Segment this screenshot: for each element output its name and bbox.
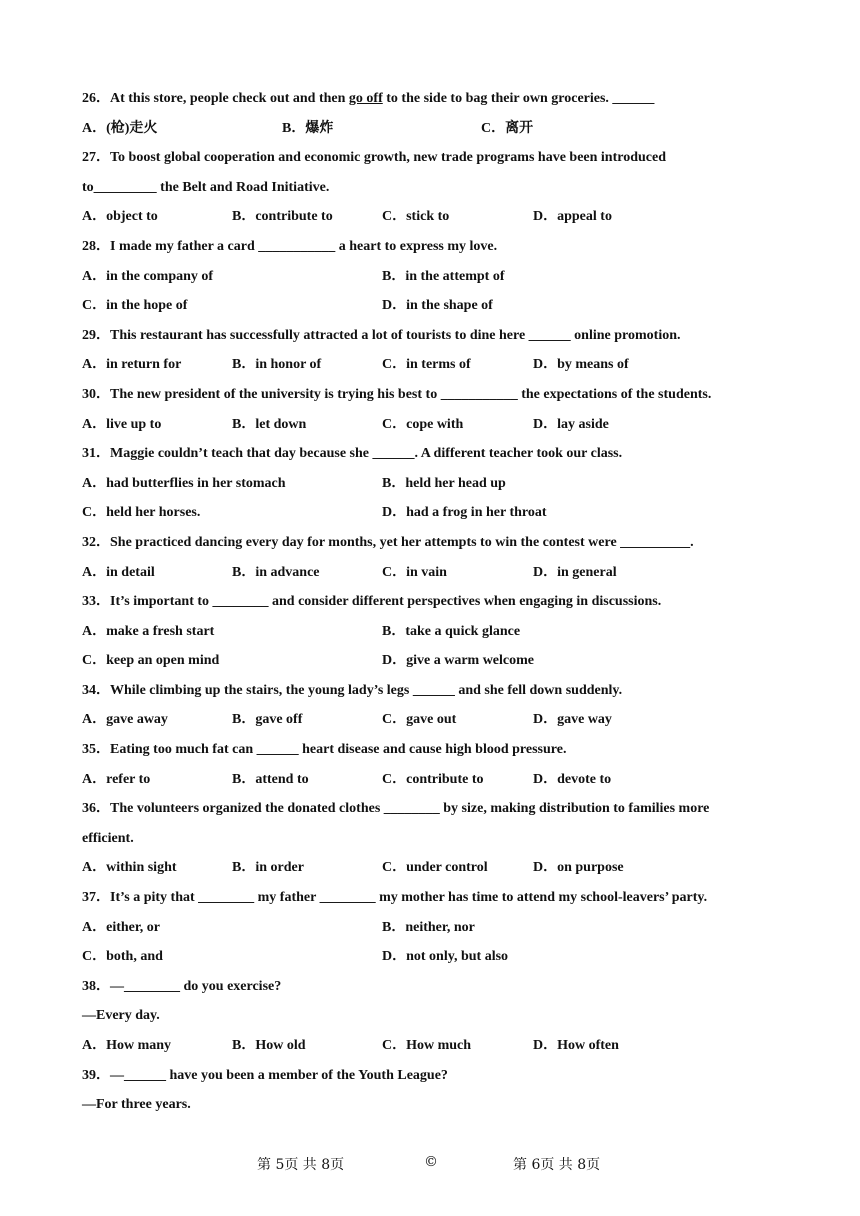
question-32-options: [82, 558, 782, 588]
option-b: B．in order: [232, 860, 304, 876]
option-b: B．take a quick glance: [382, 623, 521, 639]
option-a: A．object to: [82, 209, 158, 225]
option-c: C．How much: [382, 1038, 472, 1053]
question-37-options-row1: [82, 913, 782, 943]
question-36-options: [82, 853, 782, 883]
option-c: C．under control: [382, 860, 488, 876]
option-b: B．How old: [232, 1038, 306, 1053]
option-a: A．refer to: [82, 771, 151, 787]
option-d: D．in the shape of: [382, 298, 493, 314]
stem-text: to the side to bag their own groceries. ______: [382, 91, 655, 106]
option-c: C．cope with: [382, 416, 464, 432]
stem-text: 26．At this store, people check out and then: [82, 91, 349, 106]
question-28-options-row1: [82, 262, 782, 292]
option-d: D．lay aside: [533, 416, 609, 432]
question-29-options: [82, 350, 782, 380]
option-b: B．let down: [232, 416, 307, 432]
page-footer: [0, 1148, 860, 1178]
copyright-symbol: ©: [424, 1154, 438, 1170]
question-32-stem: 32．She practiced dancing every day for months, yet her attempts to win the contest were __________.: [82, 534, 694, 550]
option-d: D．How often: [533, 1038, 619, 1053]
question-33-options-row2: [82, 646, 782, 676]
option-c: C．in terms of: [382, 357, 471, 373]
option-a: A．in detail: [82, 564, 155, 580]
option-a: A．either, or: [82, 919, 161, 935]
option-d: D．give a warm welcome: [382, 653, 535, 669]
question-37-stem: 37．It’s a pity that ________ my father ________ my mother has time to attend my school-leavers’ party.: [82, 890, 708, 906]
question-31-options-row1: [82, 469, 782, 499]
option-c: C．held her horses.: [82, 505, 201, 521]
question-26-stem: [82, 84, 782, 114]
option-b: B．爆炸: [282, 120, 334, 136]
question-33-options-row1: [82, 617, 782, 647]
question-31-options-row2: [82, 498, 782, 528]
question-37-options-row2: [82, 942, 782, 972]
option-b: B．held her head up: [382, 475, 506, 491]
option-d: D．on purpose: [533, 860, 624, 876]
question-34-options: [82, 705, 782, 735]
question-list: [82, 84, 782, 1120]
option-b: B．in the attempt of: [382, 268, 505, 284]
option-c: C．contribute to: [382, 771, 484, 787]
option-d: D．by means of: [533, 357, 629, 373]
page-number-left: 第 5页 共 8页: [257, 1157, 345, 1173]
question-36-stem: 36．The volunteers organized the donated clothes ________ by size, making distribution to families more: [82, 801, 710, 817]
question-28-stem: 28．I made my father a card ___________ a heart to express my love.: [82, 238, 498, 254]
option-a: A．live up to: [82, 416, 162, 432]
question-27-stem-continued: to_________ the Belt and Road Initiative.: [82, 179, 330, 195]
question-38-stem: 38．—________ do you exercise?: [82, 978, 282, 994]
question-33-stem: 33．It’s important to ________ and consider different perspectives when engaging in discussions.: [82, 594, 662, 610]
question-39-stem: 39．—______ have you been a member of the Youth League?: [82, 1067, 448, 1083]
option-b: B．in honor of: [232, 357, 322, 373]
question-28-options-row2: [82, 291, 782, 321]
question-35-stem: 35．Eating too much fat can ______ heart disease and cause high blood pressure.: [82, 742, 567, 758]
question-38-options: [82, 1031, 782, 1061]
option-c: C．in vain: [382, 564, 447, 580]
option-a: A．How many: [82, 1038, 172, 1053]
question-27-stem: 27．To boost global cooperation and economic growth, new trade programs have been introduced: [82, 150, 666, 166]
option-a: A．in return for: [82, 357, 182, 373]
question-36-stem-continued: efficient.: [82, 830, 134, 846]
option-b: B．contribute to: [232, 209, 333, 225]
question-30-stem: 30．The new president of the university is trying his best to ___________ the expectations of the students.: [82, 386, 712, 402]
question-31-stem: 31．Maggie couldn’t teach that day because she ______. A different teacher took our class.: [82, 446, 623, 462]
option-b: B．in advance: [232, 564, 320, 580]
underlined-phrase: go off: [348, 91, 383, 106]
option-c: C．keep an open mind: [82, 653, 220, 669]
question-29-stem: 29．This restaurant has successfully attracted a lot of tourists to dine here ______ online promotion.: [82, 327, 681, 343]
page-number-right: 第 6页 共 8页: [513, 1157, 601, 1173]
option-d: D．had a frog in her throat: [382, 505, 547, 521]
question-39-dialogue-reply: —For three years.: [82, 1097, 191, 1113]
option-d: D．gave way: [533, 712, 612, 728]
option-b: B．gave off: [232, 712, 303, 728]
question-38-dialogue-reply: —Every day.: [82, 1008, 160, 1024]
question-27-options: [82, 202, 782, 232]
option-a: A．gave away: [82, 712, 168, 728]
option-b: B．neither, nor: [382, 919, 475, 935]
option-a: A．(枪)走火: [82, 120, 158, 136]
question-34-stem: 34．While climbing up the stairs, the young lady’s legs ______ and she fell down suddenly.: [82, 682, 623, 698]
option-c: C．gave out: [382, 712, 457, 728]
option-d: D．appeal to: [533, 209, 612, 225]
question-30-options: [82, 410, 782, 440]
option-a: A．had butterflies in her stomach: [82, 475, 286, 491]
question-35-options: [82, 765, 782, 795]
option-d: D．in general: [533, 564, 617, 580]
option-d: D．devote to: [533, 771, 612, 787]
option-a: A．in the company of: [82, 268, 214, 284]
option-a: A．within sight: [82, 860, 177, 876]
option-a: A．make a fresh start: [82, 623, 215, 639]
question-26-options: [82, 114, 782, 144]
option-d: D．not only, but also: [382, 949, 509, 965]
option-c: C．in the hope of: [82, 298, 188, 314]
option-c: C．离开: [481, 120, 534, 136]
option-c: C．both, and: [82, 949, 163, 965]
option-b: B．attend to: [232, 771, 309, 787]
option-c: C．stick to: [382, 209, 450, 225]
